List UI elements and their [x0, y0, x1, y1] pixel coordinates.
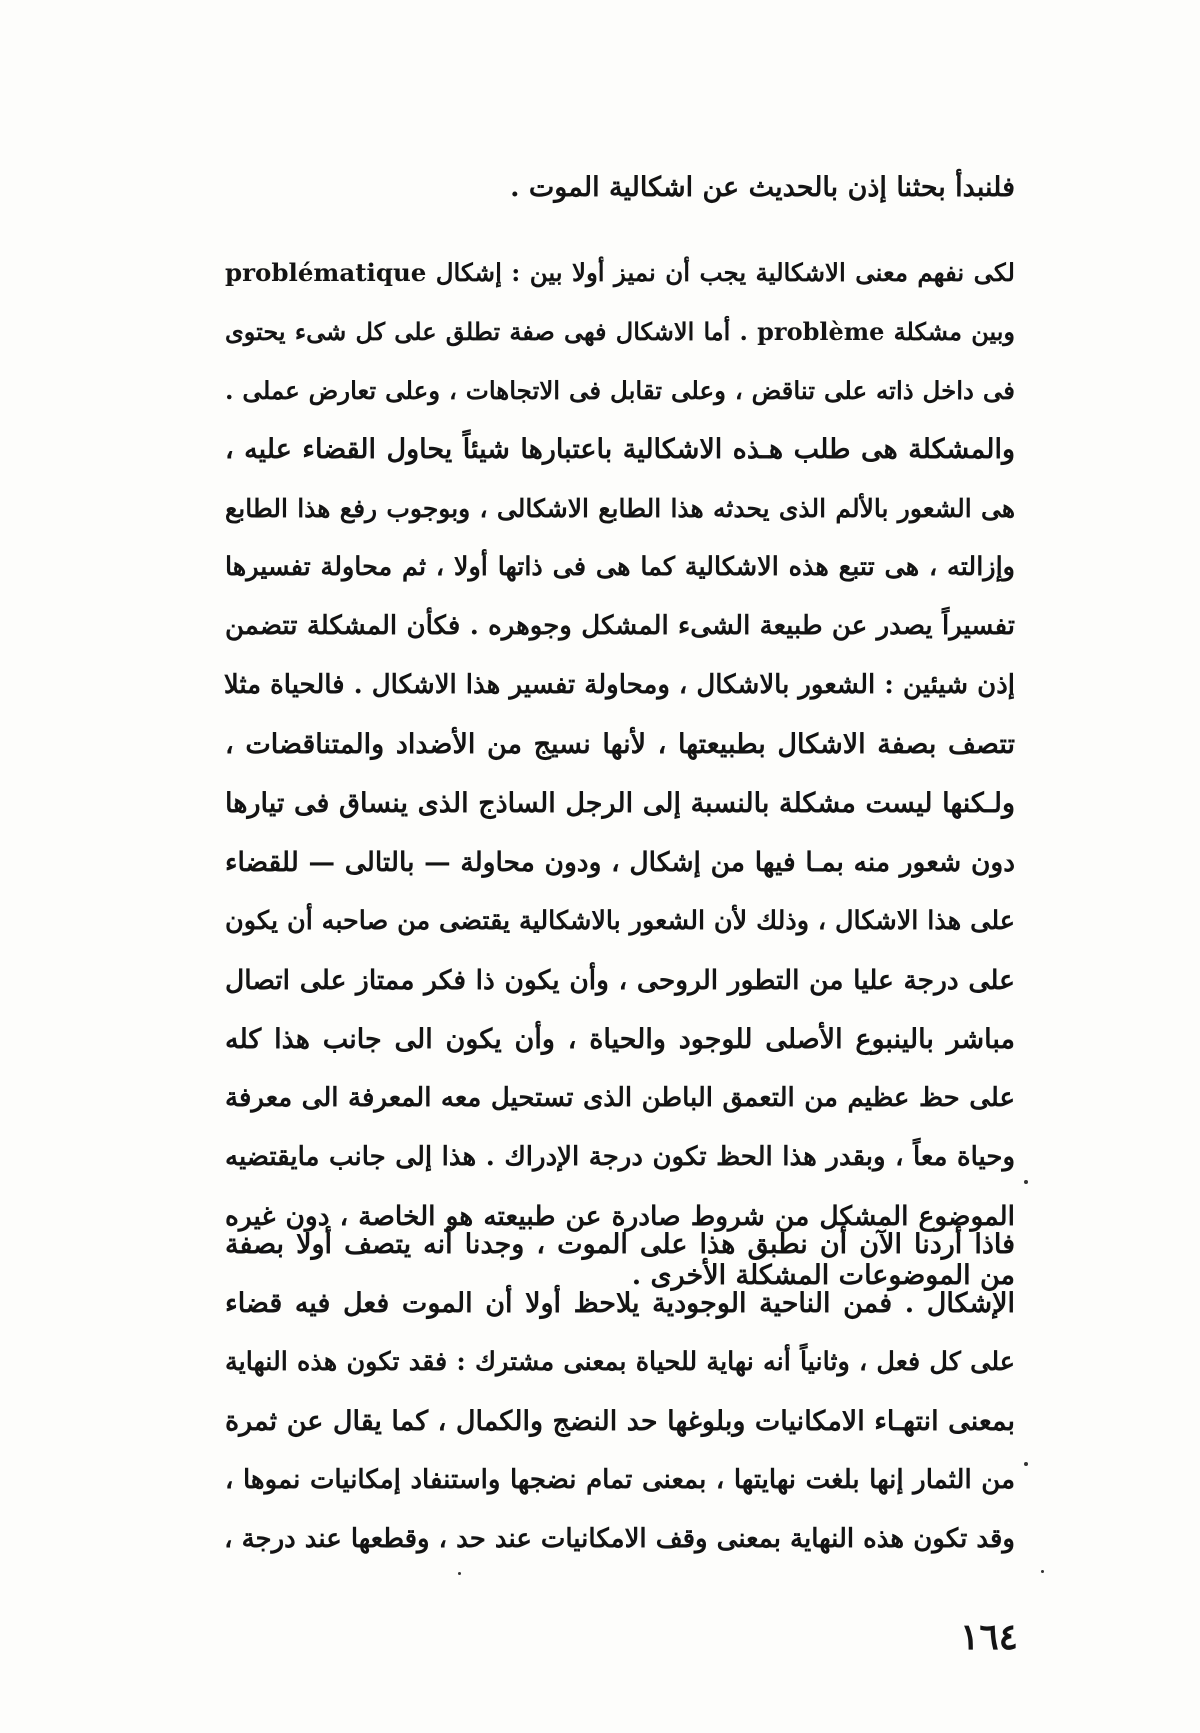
- text-line: مباشر بالينبوع الأصلى للوجود والحياة ، وأن يكون الى جانب هذا كله: [225, 1024, 1015, 1055]
- text-line: دون شعور منه بمـا فيها من إشكال ، ودون محاولة — بالتالى — للقضاء: [225, 847, 1015, 878]
- text-line: وحياة معاً ، وبقدر هذا الحظ تكون درجة الإدراك . هذا إلى جانب مايقتضيه: [225, 1142, 1015, 1172]
- text-line: الإشكال . فمن الناحية الوجودية يلاحظ أولا أن الموت فعل فيه قضاء: [225, 1288, 1015, 1319]
- text-line: على حظ عظيم من التعمق الباطن الذى تستحيل معه المعرفة الى معرفة: [225, 1083, 1015, 1113]
- paragraph-problematic-definition: [225, 243, 1015, 1305]
- text-line: على كل فعل ، وثانياً أنه نهاية للحياة بمعنى مشترك : فقد تكون هذه النهاية: [225, 1347, 1015, 1377]
- scan-speck: [1041, 1570, 1044, 1573]
- text-line: على درجة عليا من التطور الروحى ، وأن يكون ذا فكر ممتاز على اتصال: [225, 965, 1015, 996]
- scan-speck: [1024, 1462, 1028, 1466]
- text-line: هى الشعور بالألم الذى يحدثه هذا الطابع الاشكالى ، وبوجوب رفع هذا الطابع: [225, 494, 1015, 523]
- text-line: وقد تكون هذه النهاية بمعنى وقف الامكانيات عند حد ، وقطعها عند درجة ،: [224, 1524, 1015, 1554]
- text-line: فى داخل ذاته على تناقض ، وعلى تقابل فى الاتجاهات ، وعلى تعارض عملى .: [225, 376, 1015, 405]
- text-line: فاذا أردنا الآن أن نطبق هذا على الموت ، وجدنا أنه يتصف أولا بصفة: [225, 1229, 1015, 1260]
- intro-paragraph: [225, 158, 1015, 217]
- paragraph-death-applied: [225, 1215, 1015, 1569]
- text-line: لكى نفهم معنى الاشكالية يجب أن نميز أولا بين : إشكال problématique: [225, 258, 1015, 287]
- text-line: وإزالته ، هى تتبع هذه الاشكالية كما هى فى ذاتها أولا ، ثم محاولة تفسيرها: [225, 552, 1015, 582]
- text-line: من الثمار إنها بلغت نهايتها ، بمعنى تمام نضجها واستنفاد إمكانيات نموها ،: [225, 1465, 1015, 1495]
- text-line: بمعنى انتهـاء الامكانيات وبلوغها حد النضج والكمال ، كما يقال عن ثمرة: [225, 1406, 1015, 1437]
- text-line: الموضوع المشكل من شروط صادرة عن طبيعته هو الخاصة ، دون غيره: [225, 1201, 1015, 1232]
- scan-speck: [1024, 1180, 1028, 1184]
- text-line: ولـكنها ليست مشكلة بالنسبة إلى الرجل الساذج الذى ينساق فى تيارها: [225, 788, 1015, 819]
- text-line: إذن شيئين : الشعور بالاشكال ، ومحاولة تفسير هذا الاشكال . فالحياة مثلا: [223, 670, 1015, 700]
- text-line: وبين مشكلة problème . أما الاشكال فهى صفة تطلق على كل شىء يحتوى: [225, 317, 1015, 346]
- text-line: من الموضوعات المشكلة الأخرى .: [631, 1260, 1015, 1291]
- scan-speck: [458, 1572, 461, 1575]
- text-line: تفسيراً يصدر عن طبيعة الشىء المشكل وجوهره . فكأن المشكلة تتضمن: [225, 611, 1015, 641]
- text-line: تتصف بصفة الاشكال بطبيعتها ، لأنها نسيج من الأضداد والمتناقضات ،: [225, 729, 1015, 760]
- page-number: ١٦٤: [959, 1616, 1018, 1658]
- text-line: والمشكلة هى طلب هـذه الاشكالية باعتبارها شيئاً يحاول القضاء عليه ،: [225, 434, 1015, 465]
- text-line: على هذا الاشكال ، وذلك لأن الشعور بالاشكالية يقتضى من صاحبه أن يكون: [225, 906, 1015, 936]
- text-line: فلنبدأ بحثنا إذن بالحديث عن اشكالية الموت .: [510, 172, 1015, 203]
